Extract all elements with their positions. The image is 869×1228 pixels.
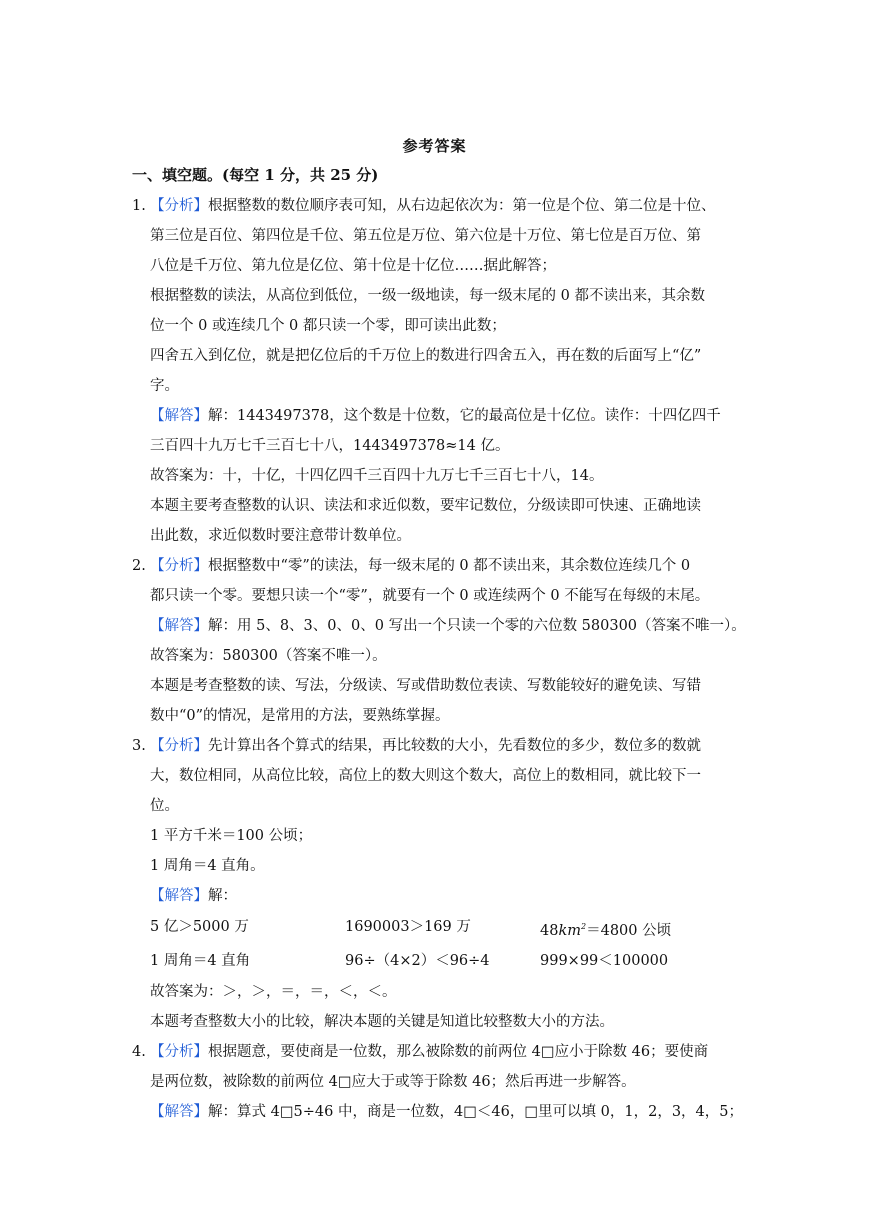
answer-tag: 【解答】 (150, 1104, 208, 1120)
q1-text-line: 第三位是百位、第四位是千位、第五位是万位、第六位是十万位、第七位是百万位、第 (150, 228, 701, 244)
q3-text-line: 本题考查整数大小的比较，解决本题的关键是知道比较整数大小的方法。 (150, 1014, 614, 1030)
q1-answer-line: 故答案为：十，十亿，十四亿四千三百四十九万七千三百七十八，14。 (150, 468, 604, 484)
analysis-tag: 【分析】 (150, 558, 208, 574)
q1-text-line: 本题主要考查整数的认识、读法和求近似数，要牢记数位，分级读即可快速、正确地读 (150, 498, 701, 514)
q3-compare-cell: 999×99＜100000 (540, 953, 669, 969)
q2-text-line: 都只读一个零。要想只读一个“零”，就要有一个 0 或连续两个 0 不能写在每级的末尾。 (150, 588, 710, 604)
q3-text-line: 大，数位相同，从高位比较，高位上的数大则这个数大，高位上的数相同，就比较下一 (150, 768, 701, 784)
square-km-unit: $km^2$ (558, 922, 587, 939)
q1-analysis-line: 【分析】根据整数的数位顺序表可知，从右边起依次为：第一位是个位、第二位是十位、 (150, 198, 716, 214)
q2-analysis-line: 【分析】根据整数中“零”的读法，每一级末尾的 0 都不读出来，其余数位连续几个 0 (150, 558, 691, 574)
q3-compare-cell: 1690003＞169 万 (345, 919, 471, 935)
q1-text-line: 出此数，求近似数时要注意带计数单位。 (150, 528, 411, 544)
q3-text-line: 1 周角＝4 直角。 (150, 858, 265, 874)
q1-text-line: 根据整数的读法，从高位到低位，一级一级地读，每一级末尾的 0 都不读出来，其余数 (150, 288, 705, 304)
answer-tag: 【解答】 (150, 408, 208, 424)
q4-number: 4. (132, 1044, 146, 1060)
answer-tag: 【解答】 (150, 618, 208, 634)
analysis-tag: 【分析】 (150, 198, 208, 214)
q3-analysis-line: 【分析】先计算出各个算式的结果，再比较数的大小，先看数位的多少，数位多的数就 (150, 738, 701, 754)
analysis-tag: 【分析】 (150, 738, 208, 754)
q1-text-line: 三百四十九万七千三百七十八，1443497378≈14 亿。 (150, 438, 510, 454)
q2-answer-line: 故答案为：580300（答案不唯一）。 (150, 648, 387, 664)
q3-compare-cell: 96÷（4×2）＜96÷4 (345, 953, 490, 969)
q4-analysis-line: 【分析】根据题意，要使商是一位数，那么被除数的前两位 4□应小于除数 46；要使商 (150, 1044, 709, 1060)
q3-compare-cell: 5 亿＞5000 万 (150, 919, 249, 935)
q3-text-line: 位。 (150, 798, 179, 814)
q1-text-line: 八位是千万位、第九位是亿位、第十位是十亿位……据此解答； (150, 258, 556, 274)
section-heading: 一、填空题。(每空 1 分，共 25 分) (132, 166, 379, 184)
q1-number: 1. (132, 198, 146, 214)
q2-number: 2. (132, 558, 146, 574)
q3-solution-line: 【解答】解： (150, 888, 237, 904)
q3-compare-cell: 1 周角＝4 直角 (150, 953, 251, 969)
page-title: 参考答案 (402, 137, 467, 155)
answer-tag: 【解答】 (150, 888, 208, 904)
q3-answer-line: 故答案为：＞，＞，＝，＝，＜，＜。 (150, 984, 397, 1000)
q3-number: 3. (132, 738, 146, 754)
q1-text-line: 四舍五入到亿位，就是把亿位后的千万位上的数进行四舍五入，再在数的后面写上“亿” (150, 348, 702, 364)
q4-text-line: 是两位数，被除数的前两位 4□应大于或等于除数 46；然后再进一步解答。 (150, 1074, 636, 1090)
q3-text-line: 1 平方千米＝100 公顷； (150, 828, 313, 844)
analysis-tag: 【分析】 (150, 1044, 208, 1060)
q1-text-line: 位一个 0 或连续几个 0 都只读一个零，即可读出此数； (150, 318, 506, 334)
q1-text-line: 字。 (150, 378, 179, 394)
q4-solution-line: 【解答】解：算式 4□5÷46 中，商是一位数，4□＜46，□里可以填 0，1，2，3，4，5； (150, 1104, 744, 1120)
q2-solution-line: 【解答】解：用 5、8、3、0、0、0 写出一个只读一个零的六位数 580300（答案不唯一）。 (150, 618, 746, 634)
q2-text-line: 本题是考查整数的读、写法，分级读、写或借助数位表读、写数能较好的避免读、写错 (150, 678, 701, 694)
q1-solution-line: 【解答】解：1443497378，这个数是十位数，它的最高位是十亿位。读作：十四亿四千 (150, 408, 721, 424)
q3-compare-cell: $48km^2=4800$ 公顷 (540, 922, 672, 939)
q2-text-line: 数中“0”的情况，是常用的方法，要熟练掌握。 (150, 708, 450, 724)
